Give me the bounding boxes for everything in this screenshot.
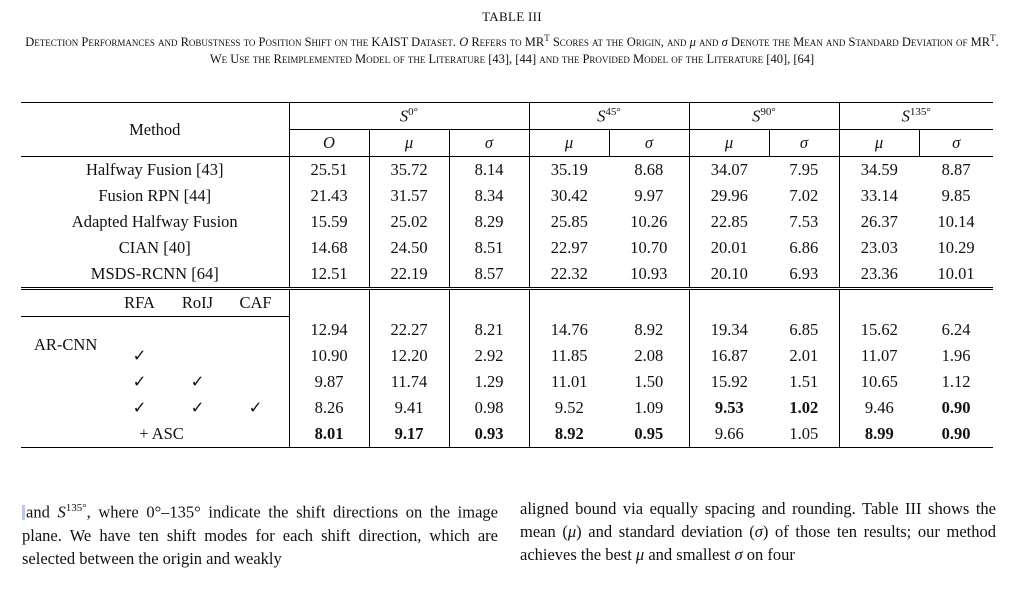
table-cell: 20.10: [710, 264, 748, 283]
table-cell: 1.51: [769, 369, 839, 395]
table-cell: 10.29: [937, 238, 975, 257]
table-cell: 8.51: [449, 235, 529, 261]
table-cell: 26.37: [860, 212, 898, 231]
table-cell: 15.62: [860, 319, 898, 339]
table-cell: 9.85: [941, 186, 971, 205]
mu-header: μ: [839, 130, 919, 157]
table-cell: 9.66: [689, 421, 769, 448]
table-cell: 35.19: [529, 157, 609, 184]
table-cell: 22.19: [369, 261, 449, 289]
table-cell: 10.93: [609, 261, 689, 289]
baseline-rows: [21, 157, 993, 289]
table-cell: 20.01: [710, 238, 748, 257]
table-row: [21, 235, 993, 261]
table-cell: 11.74: [369, 369, 449, 395]
table-cell: 30.42: [550, 186, 588, 205]
table-cell: 25.85: [550, 212, 588, 231]
table-cell: 8.87: [919, 157, 993, 184]
sigma-header: σ: [769, 130, 839, 157]
table-row: [21, 157, 993, 184]
table-cell: 10.90: [289, 343, 369, 369]
table-cell: 22.97: [550, 238, 588, 257]
ablation-config: [21, 421, 289, 448]
table-cell: 14.76: [550, 319, 588, 339]
table-cell: 24.50: [369, 235, 449, 261]
table-cell: 1.50: [609, 369, 689, 395]
table-cell: 7.02: [769, 183, 839, 209]
results-table: [21, 102, 993, 448]
table-cell: 2.01: [769, 343, 839, 369]
table-cell: 11.85: [550, 346, 588, 365]
asc-label: + ASC: [139, 424, 184, 443]
table-row: [21, 421, 993, 448]
header-row-shift: [21, 103, 993, 130]
table-cell: 9.46: [864, 398, 894, 417]
table-cell: 1.96: [941, 346, 971, 365]
table-row: [21, 183, 993, 209]
table-cell: 7.53: [769, 209, 839, 235]
table-cell: 23.36: [860, 264, 898, 283]
table-cell: 34.59: [839, 157, 919, 184]
shift-header-135: $S^{135^\circ}$: [839, 103, 993, 130]
body-text-left: and $S^{135^\circ}$, where 0°–135° indicate the shift directions on the image plane. We have ten shift modes for each shift direction, which are selected between the origin and weakly: [22, 502, 498, 568]
table-cell: 8.92: [529, 421, 609, 448]
check-mark: ✓: [248, 398, 263, 417]
table-cell: 10.14: [937, 212, 975, 231]
table-cell: 6.85: [769, 317, 839, 344]
shift-header-90: $S^{90^\circ}$: [689, 103, 839, 130]
table-cell: 10.65: [860, 372, 898, 391]
table-cell: 1.05: [769, 421, 839, 448]
ablation-rows: [21, 289, 993, 448]
table-row: [21, 261, 993, 289]
ablation-headers: [21, 289, 289, 317]
table-row: [21, 395, 993, 421]
table-cell: 1.12: [941, 372, 971, 391]
table-cell: 19.34: [710, 319, 748, 339]
table-cell: 35.72: [369, 157, 449, 184]
table-cell: 1.29: [449, 369, 529, 395]
check-mark: ✓: [190, 372, 205, 391]
ablation-config: [21, 395, 289, 421]
text-cursor: [22, 505, 25, 520]
table-cell: 0.98: [449, 395, 529, 421]
table-cell: 2.08: [609, 343, 689, 369]
body-text-right: aligned bound via equally spacing and rounding. Table III shows the mean (μ) and standard deviation (σ) of those ten results; our method achieves the best μ and smallest σ on four: [520, 499, 996, 564]
table-cell: 0.93: [449, 421, 529, 448]
table-cell: 9.53: [714, 398, 744, 417]
shift-header-45: $S^{45^\circ}$: [529, 103, 689, 130]
method-name: CIAN [40]: [21, 235, 289, 261]
method-name: MSDS-RCNN [64]: [21, 261, 289, 289]
table-cell: 22.27: [369, 317, 449, 344]
table-cell: 8.92: [609, 317, 689, 344]
ar-cnn-label: AR-CNN: [34, 335, 98, 354]
check-mark: ✓: [132, 372, 147, 391]
sigma-header: σ: [919, 130, 993, 157]
table-row: [21, 317, 993, 344]
table-cell: 14.68: [289, 235, 369, 261]
ablation-header-rfa: RFA: [124, 293, 155, 312]
table-cell: 12.51: [289, 261, 369, 289]
table-cell: 0.90: [919, 421, 993, 448]
table-cell: 25.51: [289, 157, 369, 184]
table-cell: 10.70: [609, 235, 689, 261]
ablation-header-caf: CAF: [239, 293, 272, 312]
table-row: [21, 369, 993, 395]
mu-header: μ: [369, 130, 449, 157]
table-caption: Detection Performances and Robustness to Position Shift on the KAIST Dataset. O Refers to $MR^T$ Scores at the Origin, and μ and σ Denote the Mean and Standard Deviation of $MR^T$. We Use the Reimplemented Model of the Literature [43], [44] and the Provided Model of the Literature [40], [64]: [25, 32, 999, 66]
check-mark: ✓: [132, 398, 147, 417]
table-cell: 29.96: [710, 186, 748, 205]
origin-header: O: [289, 130, 369, 157]
method-name: Halfway Fusion [43]: [21, 157, 289, 184]
table-cell: 10.01: [937, 264, 975, 283]
table-cell: 34.07: [689, 157, 769, 184]
table-cell: 6.24: [941, 319, 971, 339]
table-cell: 9.52: [554, 398, 584, 417]
table-cell: 9.97: [609, 183, 689, 209]
ablation-header-row: [21, 289, 993, 317]
sigma-header: σ: [609, 130, 689, 157]
table-cell: 12.20: [369, 343, 449, 369]
method-name: Adapted Halfway Fusion: [21, 209, 289, 235]
table-cell: 22.85: [710, 212, 748, 231]
table-cell: 8.68: [609, 157, 689, 184]
table-cell: 6.93: [769, 261, 839, 289]
sigma-header: σ: [449, 130, 529, 157]
table-cell: 12.94: [289, 317, 369, 344]
table-cell: 22.32: [550, 264, 588, 283]
table-cell: 1.02: [769, 395, 839, 421]
ablation-header-roij: RoIJ: [181, 293, 214, 312]
table-cell: 8.29: [449, 209, 529, 235]
table-cell: 8.57: [449, 261, 529, 289]
shift-header-0: $S^{0^\circ}$: [289, 103, 529, 130]
table-cell: 16.87: [710, 346, 748, 365]
table-row: [21, 343, 993, 369]
mu-header: μ: [689, 130, 769, 157]
table-cell: 11.07: [860, 346, 898, 365]
check-mark: ✓: [132, 346, 147, 365]
method-name: Fusion RPN [44]: [21, 183, 289, 209]
table-cell: 8.21: [449, 317, 529, 344]
table-row: [21, 209, 993, 235]
method-header: Method: [21, 103, 289, 157]
table-cell: 8.26: [289, 395, 369, 421]
table-cell: 33.14: [860, 186, 898, 205]
table-cell: 9.87: [289, 369, 369, 395]
table-cell: 21.43: [289, 183, 369, 209]
table-cell: 7.95: [769, 157, 839, 184]
ablation-config: [21, 369, 289, 395]
table-cell: 15.59: [289, 209, 369, 235]
table-cell: 6.86: [769, 235, 839, 261]
table-cell: 1.09: [609, 395, 689, 421]
table-cell: 8.01: [289, 421, 369, 448]
table-cell: 0.90: [941, 398, 971, 417]
mu-header: μ: [529, 130, 609, 157]
table-label: TABLE III: [482, 9, 542, 24]
table-cell: 15.92: [710, 372, 748, 391]
table-cell: 10.26: [609, 209, 689, 235]
table-cell: 31.57: [369, 183, 449, 209]
table-cell: 9.41: [369, 395, 449, 421]
table-cell: 25.02: [369, 209, 449, 235]
table-cell: 11.01: [550, 372, 588, 391]
table-cell: 23.03: [860, 238, 898, 257]
table-cell: 8.34: [449, 183, 529, 209]
table-cell: 9.17: [369, 421, 449, 448]
check-mark: ✓: [190, 398, 205, 417]
table-cell: 0.95: [609, 421, 689, 448]
table-cell: 2.92: [449, 343, 529, 369]
table-cell: 8.14: [449, 157, 529, 184]
table-cell: 8.99: [839, 421, 919, 448]
